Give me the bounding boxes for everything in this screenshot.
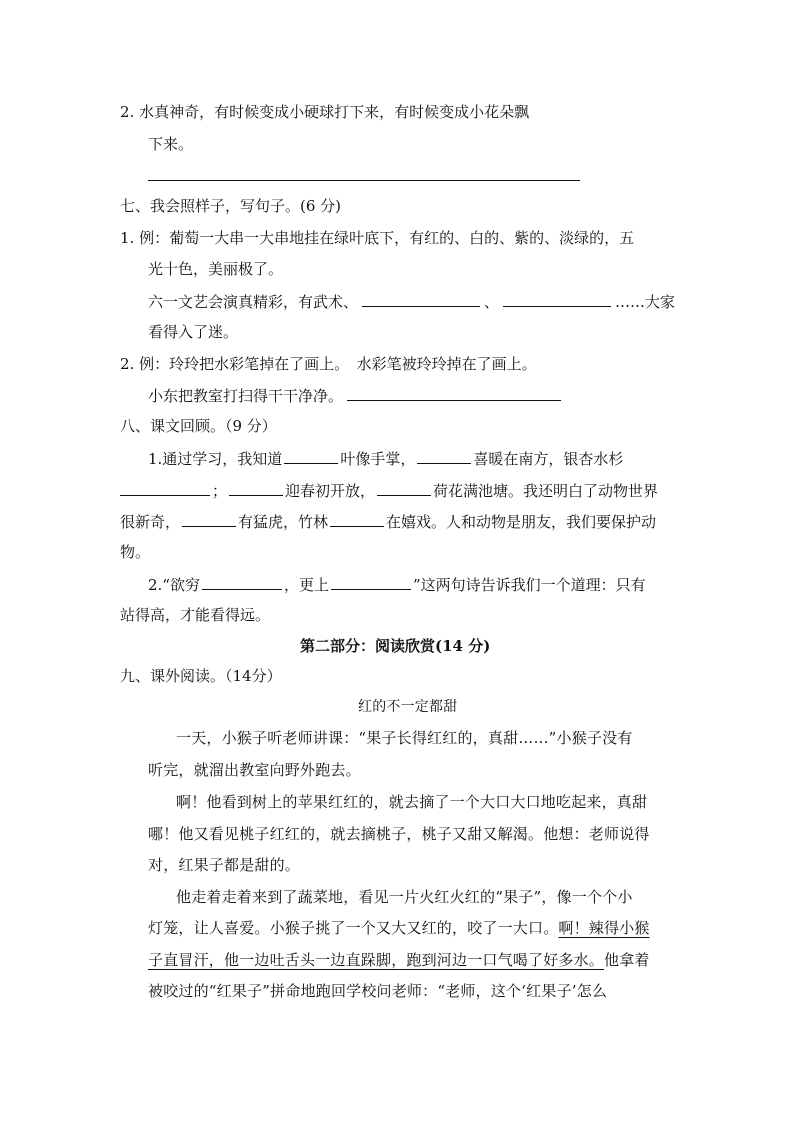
story-line: 啊！他看到树上的苹果红红的，就去摘了一个大口大口地吃起来，真甜 [176, 793, 648, 811]
q8-title: 八、课文回顾。（9 分） [120, 417, 277, 435]
story-line: 哪！他又看见桃子红红的，就去摘桃子，桃子又甜又解渴。他想：老师说得 [148, 825, 650, 843]
q6-item2-line1: 2. 水真神奇，有时候变成小硬球打下来，有时候变成小花朵飘 [120, 103, 530, 121]
underlined-text: 啊！辣得小猴 [558, 919, 650, 937]
q7-title: 七、我会照样子，写句子。(6 分) [120, 197, 342, 215]
q7-item2-task [148, 385, 561, 406]
q7-item2-task-text: 小东把教室打扫得干干净净。 [148, 387, 344, 405]
blank-field[interactable] [284, 448, 338, 464]
blank-field[interactable] [417, 448, 471, 464]
blank-field[interactable] [229, 480, 283, 496]
story-line: 对，红果子都是甜的。 [148, 856, 301, 874]
underlined-text: 子直冒汗，他一边吐舌头一边直跺脚，跑到河边一口气喝了好多水。 [148, 951, 605, 969]
blank-field[interactable] [503, 291, 611, 307]
q8-p5-a: 2.“欲穷 [148, 576, 200, 594]
part2-title: 第二部分：阅读欣赏(14 分) [300, 637, 491, 655]
q7-item1-task-line2: 看得入了迷。 [148, 323, 239, 341]
blank-field[interactable] [202, 574, 282, 590]
q7-item1-task-text-b: 、 [484, 293, 500, 311]
story-line: 他走着走着来到了蔬菜地，看见一片火红火红的“果子”，像一个个小 [176, 888, 633, 906]
story-title: 红的不一定都甜 [358, 699, 458, 715]
q7-item1-example-line1: 1. 例：葡萄一大串一大串地挂在绿叶底下，有红的、白的、紫的、淡绿的，五 [120, 229, 635, 247]
q8-p4: 物。 [120, 543, 151, 561]
q7-item2-example: 2. 例：玲玲把水彩笔掉在了画上。 水彩笔被玲玲掉在了画上。 [120, 355, 537, 373]
blank-field[interactable] [120, 480, 210, 496]
q8-p3 [120, 511, 656, 532]
q8-p1-c: 喜暖在南方，银杏水杉 [473, 450, 624, 468]
blank-field[interactable] [331, 574, 411, 590]
q8-p3-b: 有猛虎，竹林 [238, 513, 329, 531]
q7-item1-task-text-a: 六一文艺会演真精彩，有武术、 [148, 293, 359, 311]
blank-field[interactable] [330, 511, 384, 527]
q8-p2 [120, 480, 658, 501]
q7-item1-task [148, 291, 675, 312]
q8-p2-b: 迎春初开放， [285, 482, 376, 500]
q8-p5-b: ，更上 [283, 576, 329, 594]
q8-p1-b: 叶像手掌， [340, 450, 416, 468]
q8-p2-c: 荷花满池塘。我还明白了动物世界 [433, 482, 659, 500]
q7-item1-example-line2: 光十色，美丽极了。 [148, 260, 284, 278]
q8-p1 [148, 448, 623, 469]
story-line [148, 918, 650, 938]
q8-p1-a: 1.通过学习，我知道 [148, 450, 283, 468]
blank-field[interactable] [362, 291, 480, 307]
q8-p3-a: 很新奇， [120, 513, 181, 531]
q8-p6: 站得高，才能看得远。 [120, 606, 271, 624]
q7-item1-task-text-c: ……大家 [615, 293, 676, 311]
story-line [148, 950, 650, 970]
blank-field[interactable] [377, 480, 431, 496]
story-line: 一天，小猴子听老师讲课：“果子长得红红的，真甜……”小猴子没有 [176, 729, 633, 747]
q8-p5 [148, 574, 646, 595]
q9-title: 九、课外阅读。（14分） [120, 667, 282, 685]
blank-field[interactable] [347, 385, 561, 401]
q8-p2-a: ； [212, 482, 228, 500]
q8-p3-c: 在嬉戏。人和动物是朋友，我们要保护动 [386, 513, 657, 531]
q6-item2-line2: 下来。 [148, 135, 194, 153]
story-text: 灯笼，让人喜爱。小猴子挑了一个又大又红的，咬了一大口。 [148, 919, 559, 937]
blank-field[interactable] [182, 511, 236, 527]
story-text: 他拿着 [604, 951, 650, 969]
q8-p5-c: ”这两句诗告诉我们一个道理：只有 [413, 576, 646, 594]
story-line: 被咬过的“红果子”拼命地跑回学校问老师：“老师，这个‘红果子’怎么 [148, 982, 608, 1000]
answer-line [148, 180, 580, 181]
story-line: 听完，就溜出教室向野外跑去。 [148, 761, 361, 779]
